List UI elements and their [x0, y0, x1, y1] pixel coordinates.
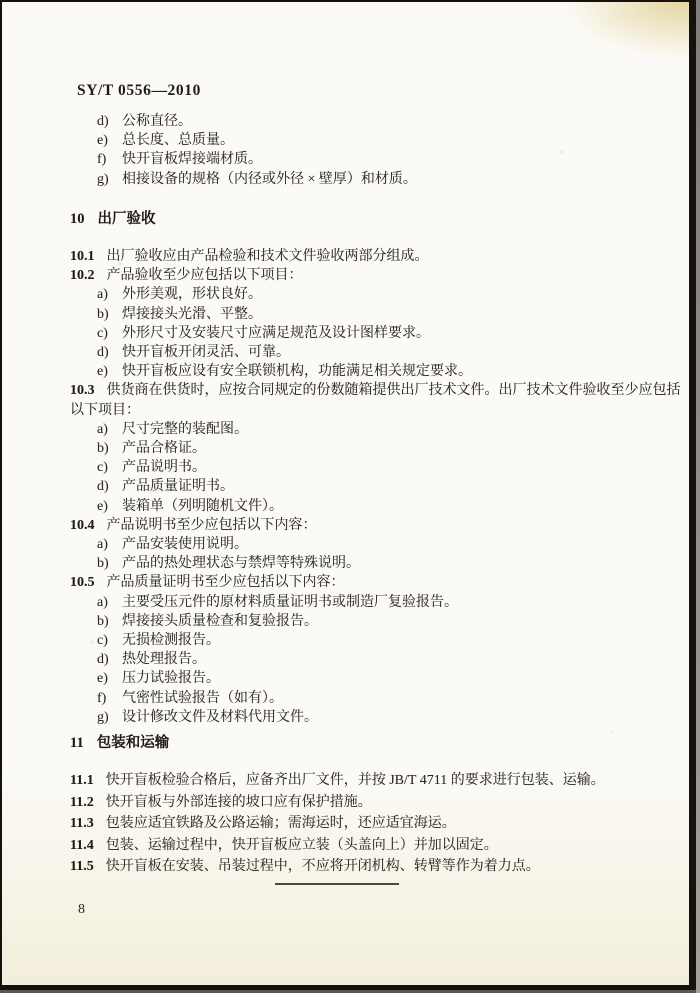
list-item-marker: f) [97, 152, 107, 168]
list-item-marker: d) [97, 652, 109, 668]
list-item [70, 593, 632, 612]
list-item [70, 708, 632, 727]
list-item [70, 669, 632, 688]
scanned-document-page [2, 2, 689, 985]
list-item [70, 439, 632, 458]
list-item-text: 外形尺寸及安装尺寸应满足规范及设计图样要求。 [122, 325, 430, 341]
clause-number: 10.1 [70, 249, 95, 265]
list-item [70, 612, 632, 631]
list-item [70, 689, 632, 708]
clause-text: 包装应适宜铁路及公路运输；需海运时，还应适宜海运。 [105, 816, 456, 832]
clause-text: 快开盲板与外部连接的坡口应有保护措施。 [105, 794, 372, 810]
list-item-marker: a) [97, 594, 108, 610]
list-item-text: 快开盲板开闭灵活、可靠。 [122, 345, 290, 361]
clause-10-4 [70, 516, 632, 535]
list-item-marker: b) [97, 556, 109, 572]
clause-number: 11.5 [70, 859, 94, 875]
list-item-marker: d) [97, 479, 109, 495]
list-item-marker: e) [97, 671, 108, 687]
list-item-marker: a) [97, 287, 108, 303]
list-item-marker: e) [97, 133, 108, 149]
section-title: 出厂验收 [97, 210, 156, 227]
list-item [70, 150, 632, 169]
list-item [70, 497, 632, 516]
list-item-marker: b) [97, 613, 109, 629]
list-item-text: 相接设备的规格（内径或外径 × 壁厚）和材质。 [122, 171, 417, 187]
section-number: 11 [70, 735, 84, 752]
list-item [70, 535, 632, 554]
list-item-marker: e) [97, 498, 108, 514]
clause-number: 11.3 [70, 816, 94, 832]
list-item [70, 362, 632, 381]
list-item-marker: e) [97, 364, 108, 380]
list-item-marker: d) [97, 114, 109, 129]
list-item-text: 焊接接头光滑、平整。 [122, 306, 262, 322]
list-item-text: 总长度、总质量。 [122, 133, 234, 149]
clause-11-3 [70, 813, 632, 835]
clause-11-5 [70, 856, 632, 878]
clause-text: 快开盲板在安装、吊装过程中，不应将开闭机构、转臂等作为着力点。 [105, 859, 540, 875]
clause-10-3 [70, 381, 681, 400]
list-item-text: 快开盲板应设有安全联锁机构，功能满足相关规定要求。 [122, 364, 472, 380]
list-item-text: 产品合格证。 [122, 441, 206, 457]
list-item [70, 631, 632, 650]
clause-10-2 [70, 266, 632, 285]
clause-text: 供货商在供货时，应按合同规定的份数随箱提供出厂技术文件。出厂技术文件验收至少应包括 [106, 383, 681, 399]
section-10-body [70, 247, 681, 727]
list-item-text: 气密性试验报告（如有）。 [122, 690, 283, 706]
clause-text: 出厂验收应由产品检验和技术文件验收两部分组成。 [106, 249, 429, 265]
clause-11-1 [70, 770, 632, 792]
page-number: 8 [78, 902, 85, 917]
clause-number: 10.2 [70, 268, 95, 284]
clause-10-3-continuation: 以下项目： [70, 402, 140, 418]
list-item-text: 主要受压元件的原材料质量证明书或制造厂复验报告。 [122, 594, 458, 610]
list-item-text: 产品的热处理状态与禁焊等特殊说明。 [122, 556, 360, 572]
clause-number: 10.3 [70, 383, 95, 399]
clause-number: 11.2 [70, 794, 94, 810]
list-item-text: 焊接接头质量检查和复验报告。 [122, 613, 318, 629]
clause-10-1 [70, 247, 632, 266]
list-item-marker: g) [97, 709, 109, 725]
list-item [70, 170, 632, 189]
list-item-text: 无损检测报告。 [122, 633, 220, 649]
list-item-text: 产品说明书。 [122, 460, 206, 476]
list-item-text: 公称直径。 [122, 114, 192, 129]
list-item-text: 设计修改文件及材料代用文件。 [122, 709, 318, 725]
list-item-marker: a) [97, 421, 108, 437]
section-11-body [70, 770, 632, 878]
list-item-marker: g) [97, 171, 109, 187]
section-title: 包装和运输 [96, 735, 170, 752]
document-content [70, 112, 681, 885]
list-item-marker: b) [97, 306, 109, 322]
list-item-marker: f) [97, 690, 107, 706]
list-item [70, 650, 632, 669]
list-item [70, 131, 632, 150]
section-number: 10 [70, 210, 85, 227]
list-item-marker: d) [97, 345, 109, 361]
clause-text: 包装、运输过程中，快开盲板应立装（头盖向上）并加以固定。 [105, 837, 498, 853]
list-item-marker: c) [97, 460, 108, 476]
clause-10-5 [70, 573, 632, 592]
list-item [70, 343, 632, 362]
list-item [70, 112, 632, 131]
list-item [70, 458, 632, 477]
list-item-text: 压力试验报告。 [122, 671, 220, 687]
clause-text: 产品验收至少应包括以下项目： [106, 268, 303, 284]
section-heading-11 [70, 734, 632, 753]
clause-text: 产品说明书至少应包括以下内容： [106, 517, 317, 533]
list-item-text: 装箱单（列明随机文件）。 [122, 498, 283, 514]
list-item-marker: a) [97, 537, 108, 553]
list-item-text: 尺寸完整的装配图。 [122, 421, 248, 437]
list-item-text: 产品质量证明书。 [122, 479, 234, 495]
clause-number: 10.4 [70, 517, 95, 533]
clause-text: 产品质量证明书至少应包括以下内容： [106, 575, 345, 591]
clause-text: 快开盲板检验合格后，应备齐出厂文件，并按 JB/T 4711 的要求进行包装、运输。 [105, 773, 605, 789]
list-item-marker: c) [97, 633, 108, 649]
list-item-marker: b) [97, 441, 109, 457]
scan-right-edge [696, 0, 700, 993]
section-heading-10 [70, 210, 632, 229]
end-of-standard-rule [275, 883, 399, 885]
list-item [70, 285, 632, 304]
clause-11-4 [70, 835, 632, 857]
clause-11-2 [70, 792, 632, 814]
list-item [70, 420, 632, 439]
list-item-text: 快开盲板焊接端材质。 [122, 152, 262, 168]
list-item-marker: c) [97, 325, 108, 341]
list-item [70, 554, 632, 573]
list-item [70, 305, 632, 324]
list-item-text: 产品安装使用说明。 [122, 537, 248, 553]
front-list [70, 112, 632, 189]
standard-number-header: SY/T 0556—2010 [77, 82, 201, 99]
clause-number: 10.5 [70, 575, 95, 591]
clause-number: 11.4 [70, 837, 94, 853]
clause-number: 11.1 [70, 773, 94, 789]
list-item-text: 外形美观，形状良好。 [122, 287, 262, 303]
list-item [70, 477, 632, 496]
list-item-text: 热处理报告。 [122, 652, 206, 668]
list-item [70, 324, 632, 343]
